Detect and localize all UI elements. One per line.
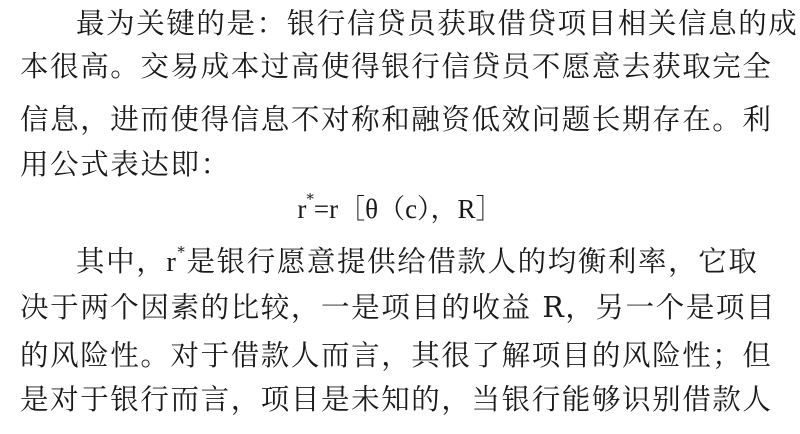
paragraph-2-r-superscript: * bbox=[177, 242, 187, 261]
paragraph-1-line-3: 信息，进而使得信息不对称和融资低效问题长期存在。利 bbox=[20, 103, 773, 136]
paragraph-2-line-2: 决于两个因素的比较，一是项目的收益 R，另一个是项目 bbox=[20, 291, 777, 324]
paragraph-2-prefix: 其中， bbox=[76, 245, 167, 278]
paragraph-1-line-4: 用公式表达即： bbox=[20, 148, 231, 181]
paragraph-1-line-1: 最为关键的是：银行信贷员获取借贷项目相关信息的成 bbox=[76, 7, 799, 40]
paragraph-2-line-3: 的风险性。对于借款人而言，其很了解项目的风险性；但 bbox=[20, 339, 773, 372]
paragraph-2-r: r bbox=[166, 247, 178, 278]
formula-lhs-superscript: * bbox=[306, 190, 314, 208]
paragraph-1-line-2: 本很高。交易成本过高使得银行信贷员不愿意去获取完全 bbox=[20, 50, 773, 83]
paragraph-2-line-4: 是对于银行而言，项目是未知的，当银行能够识别借款人 bbox=[20, 383, 773, 416]
formula bbox=[0, 187, 800, 231]
formula-rhs: =r［θ（c），R］ bbox=[313, 194, 503, 224]
formula-lhs: r bbox=[297, 194, 307, 224]
paragraph-2-rest: 是银行愿意提供给借款人的均衡利率，它取 bbox=[186, 245, 759, 278]
paragraph-2-line-1 bbox=[76, 240, 780, 284]
